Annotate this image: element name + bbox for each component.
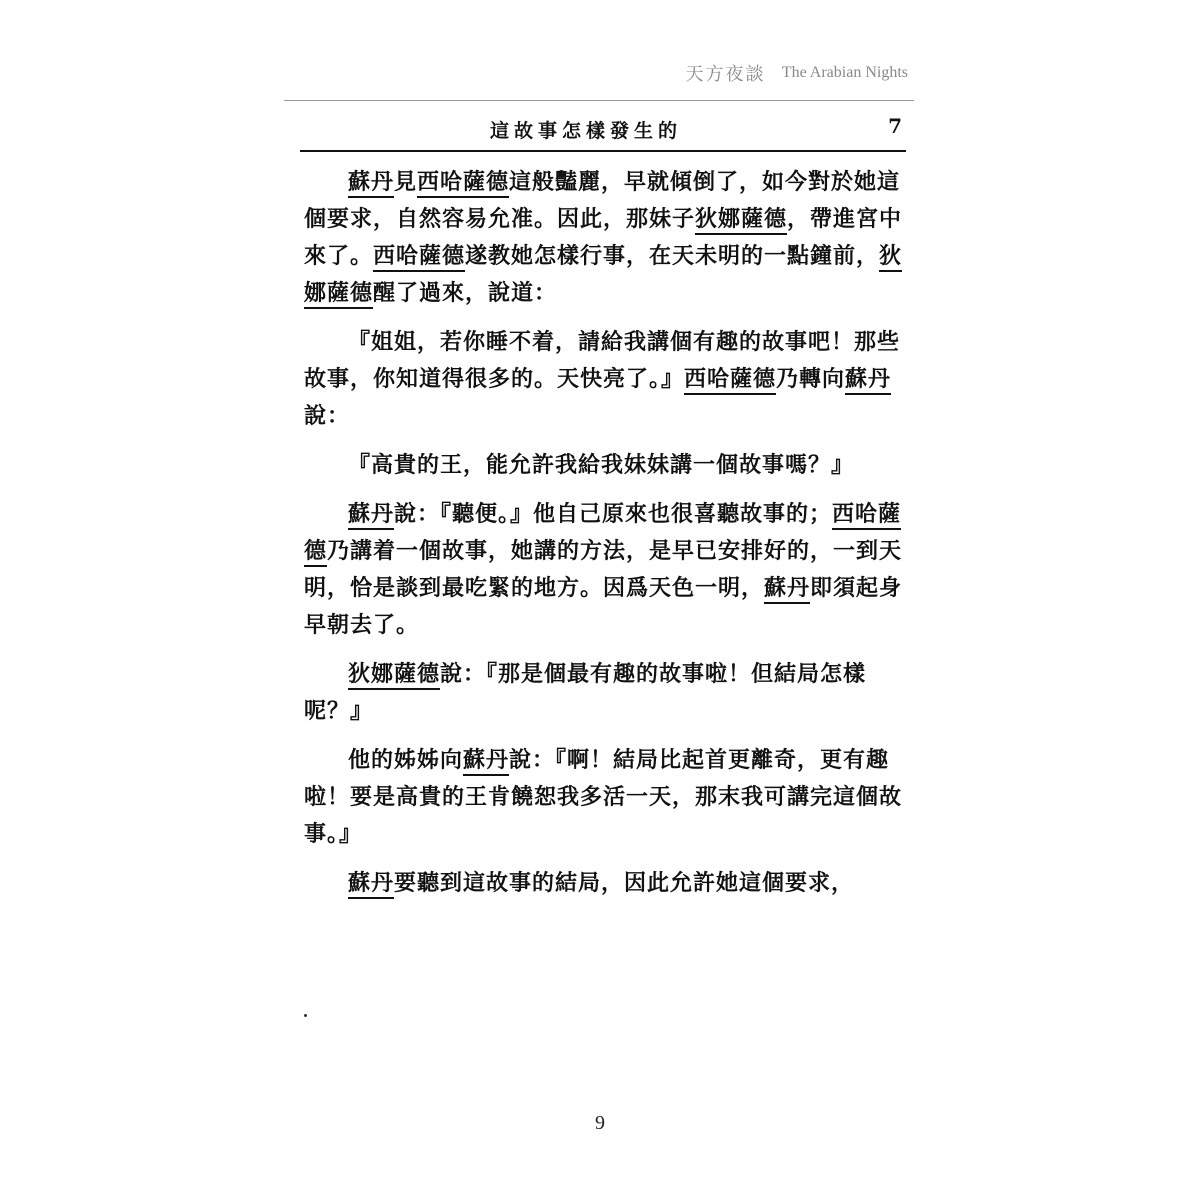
proper-name: 蘇丹 [764, 575, 810, 604]
proper-name: 蘇丹 [845, 366, 891, 395]
proper-name: 西哈薩德 [684, 366, 776, 395]
proper-name: 西哈薩德 [373, 243, 465, 272]
page-footer-number: 9 [595, 1112, 605, 1134]
paragraph [304, 496, 904, 644]
text-run: 這般豔麗，早就傾倒了，如今對於她這個要求，自然容易允准。因此，那妹子 [304, 169, 901, 232]
text-run: 見 [394, 169, 418, 195]
proper-name: 蘇丹 [463, 747, 509, 776]
paragraph [304, 324, 904, 435]
header-title-english: The Arabian Nights [781, 64, 908, 81]
page-header [284, 60, 914, 101]
paragraph [304, 447, 904, 484]
text-run: 『高貴的王，能允許我給我妹妹講一個故事嗎？』 [348, 452, 855, 478]
scanned-page [300, 112, 906, 1012]
proper-name: 蘇丹 [348, 870, 394, 899]
text-run: 說：『聽便。』他自己原來也很喜聽故事的； [394, 501, 833, 527]
text-run: 乃講着一個故事，她講的方法，是早已安排好的，一到天明，恰是談到最吃緊的地方。因爲天色一明， [304, 538, 903, 601]
paragraph [304, 164, 904, 312]
body-text [304, 164, 904, 914]
text-run: 說： [304, 403, 351, 429]
text-run: 即須起身早朝去了。 [304, 575, 903, 638]
header-title-chinese: 天方夜談 [685, 64, 766, 85]
text-run: 『姐姐，若你睡不着，請給我講個有趣的故事吧！那些故事，你知道得很多的。天快亮了。』 [304, 329, 901, 392]
text-run: ，帶進宮中來了。 [304, 206, 903, 269]
proper-name: 狄娜薩德 [304, 243, 902, 309]
proper-name: 西哈薩德 [304, 501, 901, 567]
chapter-title: 這故事怎樣發生的 [490, 120, 683, 142]
running-head [300, 116, 906, 152]
proper-name: 蘇丹 [348, 169, 394, 198]
proper-name: 狄娜薩德 [695, 206, 787, 235]
text-run: 說：『那是個最有趣的故事啦！但結局怎樣呢？』 [304, 661, 867, 724]
book-page-number: 7 [888, 114, 902, 138]
text-run: 他的姊姊向 [348, 747, 464, 773]
text-run: 要聽到這故事的結局，因此允許她這個要求， [394, 870, 855, 896]
text-run: 遂教她怎樣行事，在天未明的一點鐘前， [465, 243, 880, 269]
scan-speck [304, 1014, 307, 1017]
proper-name: 西哈薩德 [417, 169, 509, 198]
text-run: 醒了過來，說道： [373, 280, 558, 306]
paragraph [304, 865, 904, 902]
paragraph [304, 742, 904, 853]
text-run: 說：『啊！結局比起首更離奇，更有趣啦！要是高貴的王肯饒恕我多活一天，那末我可講完這個故事。』 [304, 747, 903, 847]
proper-name: 狄娜薩德 [348, 661, 440, 690]
text-run: 乃轉向 [776, 366, 846, 392]
proper-name: 蘇丹 [348, 501, 394, 530]
paragraph [304, 656, 904, 730]
